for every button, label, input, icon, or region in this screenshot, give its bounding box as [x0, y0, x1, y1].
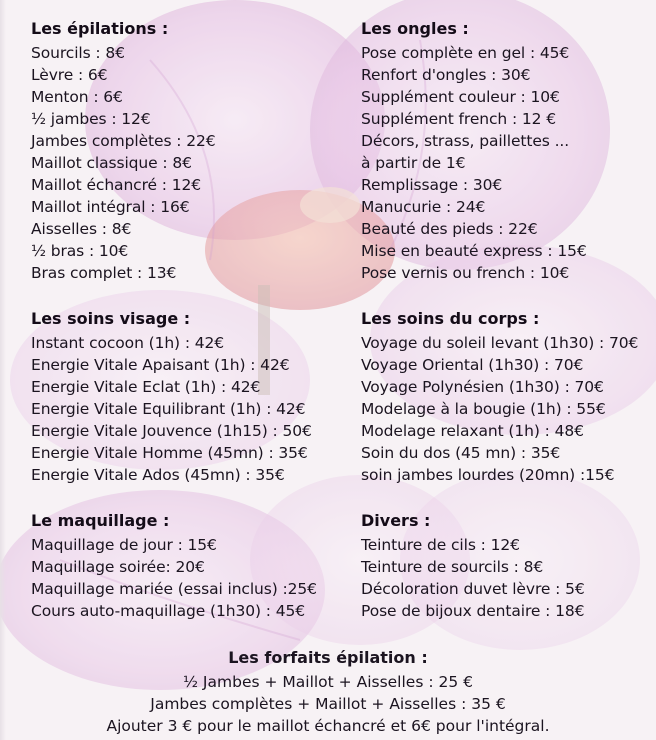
- price-item: Soin du dos (45 mn) : 35€: [361, 444, 561, 462]
- price-item: Renfort d'ongles : 30€: [361, 66, 531, 84]
- price-list-epilations: [31, 42, 351, 284]
- forfait-note: Ajouter 3 € pour le maillot échancré et 6€ pour l'intégral.: [106, 717, 550, 735]
- price-item: ½ bras : 10€: [31, 242, 129, 260]
- section-soins-visage: [31, 308, 351, 486]
- price-item: Voyage Oriental (1h30) : 70€: [361, 356, 584, 374]
- section-title-ongles: Les ongles :: [361, 19, 469, 38]
- section-ongles: [361, 18, 651, 284]
- price-item: Maquillage soirée: 20€: [31, 558, 205, 576]
- price-item: Maillot intégral : 16€: [31, 198, 190, 216]
- page-edge-shadow: [0, 0, 6, 740]
- section-epilations: [31, 18, 351, 284]
- section-title-divers: Divers :: [361, 511, 431, 530]
- price-item: Voyage du soleil levant (1h30) : 70€: [361, 334, 639, 352]
- price-item: Maquillage de jour : 15€: [31, 536, 217, 554]
- section-title-soins-visage: Les soins visage :: [31, 309, 191, 328]
- price-item: Cours auto-maquillage (1h30) : 45€: [31, 602, 306, 620]
- price-item: Supplément french : 12 €: [361, 110, 557, 128]
- section-title-epilations: Les épilations :: [31, 19, 169, 38]
- price-item: Energie Vitale Equilibrant (1h) : 42€: [31, 400, 306, 418]
- price-item: Remplissage : 30€: [361, 176, 503, 194]
- price-list-ongles: [361, 42, 651, 284]
- price-list-soins-corps: [361, 332, 651, 486]
- price-item: Maillot échancré : 12€: [31, 176, 202, 194]
- section-forfaits-epilation: [0, 647, 656, 737]
- price-item: Maillot classique : 8€: [31, 154, 192, 172]
- price-item: Energie Vitale Jouvence (1h15) : 50€: [31, 422, 312, 440]
- price-list-divers: [361, 534, 651, 622]
- price-item: Mise en beauté express : 15€: [361, 242, 587, 260]
- price-item: ½ jambes : 12€: [31, 110, 151, 128]
- price-item: Décors, strass, paillettes ...: [361, 132, 570, 150]
- right-column: [361, 18, 651, 646]
- section-title-soins-corps: Les soins du corps :: [361, 309, 540, 328]
- section-maquillage: [31, 510, 351, 622]
- price-item: Energie Vitale Eclat (1h) : 42€: [31, 378, 261, 396]
- price-item: Aisselles : 8€: [31, 220, 132, 238]
- price-item: à partir de 1€: [361, 154, 466, 172]
- section-title-forfaits: Les forfaits épilation :: [228, 648, 428, 667]
- price-item: Décoloration duvet lèvre : 5€: [361, 580, 585, 598]
- price-item: Manucurie : 24€: [361, 198, 486, 216]
- price-item: Menton : 6€: [31, 88, 123, 106]
- section-divers: [361, 510, 651, 622]
- price-item: Lèvre : 6€: [31, 66, 108, 84]
- price-item: Modelage à la bougie (1h) : 55€: [361, 400, 606, 418]
- price-item: Jambes complètes : 22€: [31, 132, 216, 150]
- price-item: soin jambes lourdes (20mn) :15€: [361, 466, 615, 484]
- price-list-maquillage: [31, 534, 351, 622]
- section-title-maquillage: Le maquillage :: [31, 511, 170, 530]
- price-item: Bras complet : 13€: [31, 264, 177, 282]
- price-item: Supplément couleur : 10€: [361, 88, 560, 106]
- price-item: Energie Vitale Homme (45mn) : 35€: [31, 444, 308, 462]
- left-column: [31, 18, 351, 646]
- price-item: Teinture de sourcils : 8€: [361, 558, 544, 576]
- price-item: Maquillage mariée (essai inclus) :25€: [31, 580, 317, 598]
- price-item: Beauté des pieds : 22€: [361, 220, 538, 238]
- price-item: Pose de bijoux dentaire : 18€: [361, 602, 585, 620]
- price-item: Energie Vitale Ados (45mn) : 35€: [31, 466, 285, 484]
- section-soins-corps: [361, 308, 651, 486]
- forfait-line: ½ Jambes + Maillot + Aisselles : 25 €: [182, 673, 473, 691]
- price-item: Teinture de cils : 12€: [361, 536, 520, 554]
- price-item: Voyage Polynésien (1h30) : 70€: [361, 378, 604, 396]
- price-item: Instant cocoon (1h) : 42€: [31, 334, 225, 352]
- price-item: Sourcils : 8€: [31, 44, 125, 62]
- price-item: Pose vernis ou french : 10€: [361, 264, 570, 282]
- price-item: Energie Vitale Apaisant (1h) : 42€: [31, 356, 290, 374]
- forfait-line: Jambes complètes + Maillot + Aisselles : 35 €: [150, 695, 506, 713]
- price-list-soins-visage: [31, 332, 351, 486]
- price-item: Modelage relaxant (1h) : 48€: [361, 422, 584, 440]
- price-item: Pose complète en gel : 45€: [361, 44, 570, 62]
